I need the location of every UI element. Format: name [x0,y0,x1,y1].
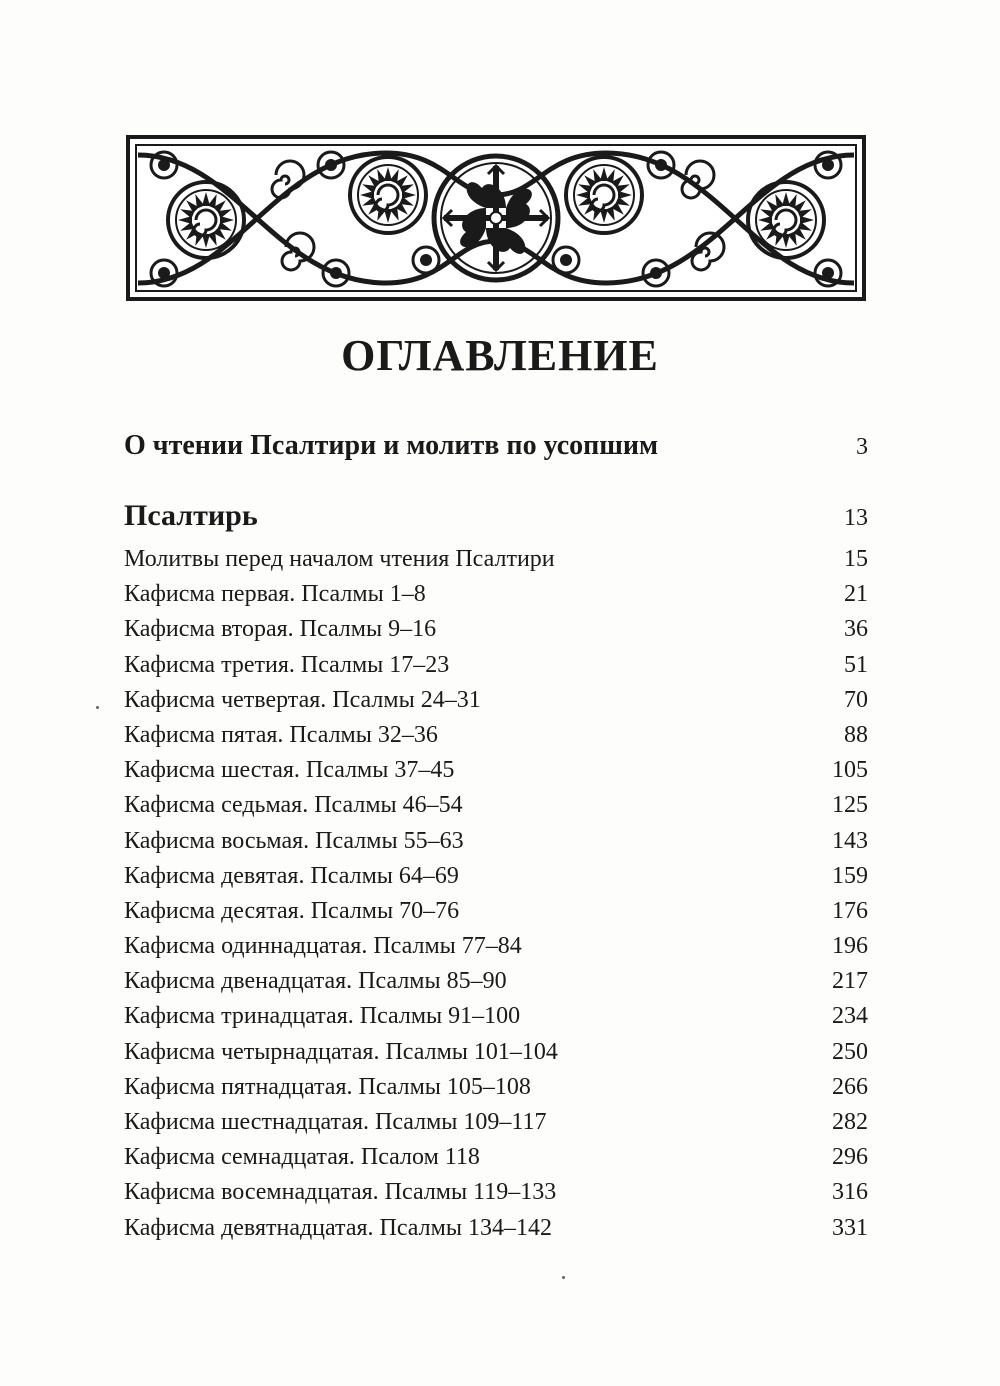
dot-leader [560,1039,830,1061]
toc-entry[interactable] [124,542,868,577]
toc-entry[interactable] [124,999,868,1034]
toc-entry-page: 143 [832,827,868,854]
toc-entry-page: 234 [832,1003,868,1030]
toc-entry-page: 36 [844,616,868,643]
dot-leader [456,757,830,779]
toc-entry-label: Кафисма десятая. Псалмы 70–76 [124,897,460,924]
toc-entry[interactable] [124,612,868,647]
toc-entry-page: 331 [832,1214,868,1241]
toc-entry-label: Молитвы перед началом чтения Псалтири [124,546,555,572]
dot-leader [557,546,842,568]
dot-leader [549,1109,830,1131]
toc-entry[interactable] [124,859,868,894]
dot-leader [461,898,830,920]
toc-entry-label: Кафисма тринадцатая. Псалмы 91–100 [124,1003,521,1030]
toc-entry-page: 105 [832,757,868,784]
toc-entry-page: 196 [832,933,868,960]
toc-entry-label: Кафисма четырнадцатая. Псалмы 101–104 [124,1038,558,1065]
toc-entry[interactable] [124,1211,868,1246]
toc-entry[interactable] [124,1105,868,1140]
toc-entry[interactable] [124,894,868,929]
toc-entry-label: Кафисма пятая. Псалмы 32–36 [124,721,438,748]
toc-section-page: 13 [844,505,868,531]
dot-leader [558,1179,830,1201]
toc-entry-label: Кафисма третия. Псалмы 17–23 [124,651,450,678]
dot-leader [428,581,842,603]
dot-leader [483,687,842,709]
toc-entry-label: Кафисма вторая. Псалмы 9–16 [124,616,437,643]
dot-leader [466,828,830,850]
toc-entry-page: 250 [832,1038,868,1065]
toc-entry-page: 159 [832,862,868,889]
dot-leader [440,722,842,744]
toc-entry[interactable] [124,824,868,859]
dot-leader [465,792,830,814]
toc-entry-label: Кафисма восьмая. Псалмы 55–63 [124,827,464,854]
toc-entry[interactable] [124,1035,868,1070]
toc-entry[interactable] [124,1175,868,1210]
toc-entry-page: 70 [844,686,868,713]
toc-entry-label: Кафисма восемнадцатая. Псалмы 119–133 [124,1179,557,1206]
toc-entry-page: 217 [832,968,868,995]
toc-entry[interactable] [124,718,868,753]
toc-entry[interactable] [124,577,868,612]
toc-entry-label: Кафисма девятнадцатая. Псалмы 134–142 [124,1214,552,1241]
dot-leader [524,933,830,955]
toc-entry-page: 3 [856,434,868,460]
toc-entry[interactable] [124,1140,868,1175]
toc-entry-page: 51 [844,651,868,678]
toc-entry-page: 176 [832,897,868,924]
toc-entry-page: 296 [832,1144,868,1171]
toc-entry-label: Кафисма семнадцатая. Псалом 118 [124,1144,480,1171]
dot-leader [438,616,842,638]
toc-entry-page: 316 [832,1179,868,1206]
toc-entry-label: Кафисма седьмая. Псалмы 46–54 [124,792,463,819]
toc-entry[interactable] [124,964,868,999]
ornamental-border-icon [126,135,866,301]
dot-leader [482,1144,830,1166]
toc-entry-label: Кафисма одиннадцатая. Псалмы 77–84 [124,933,522,960]
dot-leader [461,863,830,885]
toc-entry[interactable] [124,929,868,964]
toc-entry-intro[interactable] [124,420,868,472]
toc-entry-page: 21 [844,581,868,608]
dot-leader [522,1003,830,1025]
toc-section-psalter[interactable] [124,490,868,542]
dot-leader [451,652,842,674]
toc-entry-label: Кафисма шестая. Псалмы 37–45 [124,757,455,784]
toc-entry[interactable] [124,788,868,823]
toc-entry[interactable] [124,683,868,718]
toc-entry-label: Кафисма шестнадцатая. Псалмы 109–117 [124,1109,547,1135]
toc-entry-label: Кафисма первая. Псалмы 1–8 [124,581,426,608]
toc-entry-label: О чтении Псалтири и молитв по усопшим [124,430,659,461]
print-speck [562,1276,565,1279]
toc-entry-label: Кафисма четвертая. Псалмы 24–31 [124,686,481,713]
dot-leader [660,434,854,456]
toc-entry[interactable] [124,648,868,683]
toc-entry-label: Кафисма пятнадцатая. Псалмы 105–108 [124,1073,531,1100]
toc-entry-page: 282 [832,1109,868,1135]
toc-section-label: Псалтирь [124,499,258,532]
page-title: ОГЛАВЛЕНИЕ [341,331,659,380]
toc-entry-page: 125 [832,792,868,819]
toc-items-list [124,542,868,1246]
toc-entry-label: Кафисма двенадцатая. Псалмы 85–90 [124,968,507,995]
table-of-contents [124,420,868,1246]
toc-entry-page: 15 [844,546,868,572]
toc-entry-page: 266 [832,1073,868,1100]
print-speck [96,706,99,709]
toc-entry-page: 88 [844,721,868,748]
dot-leader [509,968,830,990]
toc-entry-label: Кафисма девятая. Псалмы 64–69 [124,862,459,889]
dot-leader [533,1074,830,1096]
toc-entry[interactable] [124,1070,868,1105]
dot-leader [554,1215,830,1237]
dot-leader [260,505,842,527]
toc-entry[interactable] [124,753,868,788]
